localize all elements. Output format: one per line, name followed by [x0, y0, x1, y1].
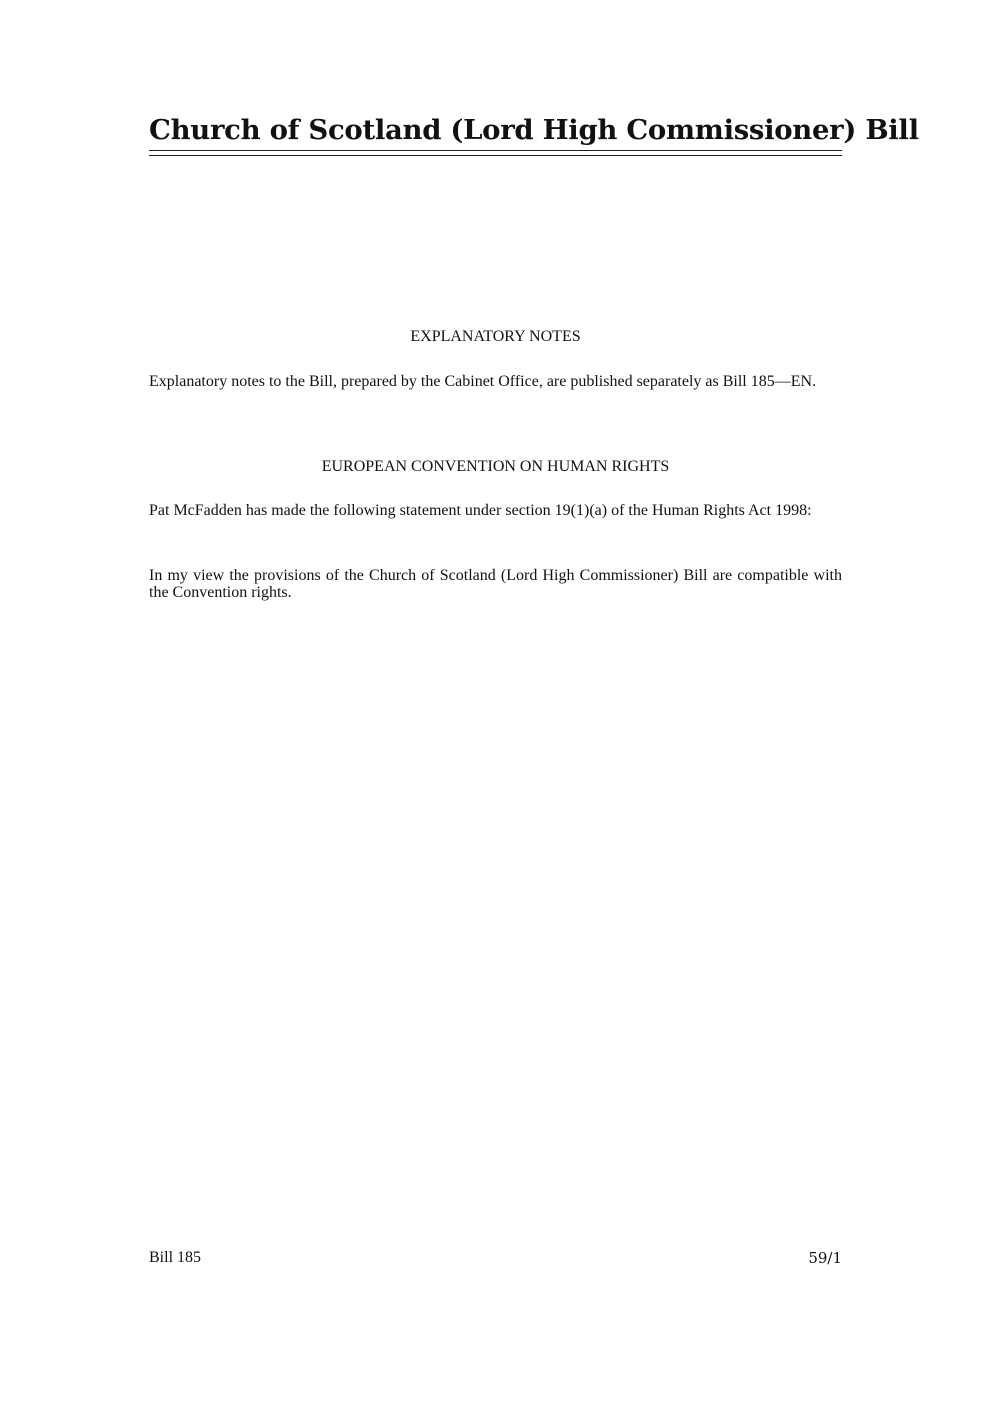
echr-heading: EUROPEAN CONVENTION ON HUMAN RIGHTS [321, 458, 670, 475]
footer-reference: 59/1 [808, 1249, 842, 1267]
footer-bill-number: Bill 185 [149, 1249, 202, 1266]
title-rule-top [149, 150, 842, 151]
explanatory-notes-text: Explanatory notes to the Bill, prepared by the Cabinet Office, are published separately as Bill 185—EN. [149, 373, 817, 390]
page-title: Church of Scotland (Lord High Commissioner) Bill [149, 114, 919, 146]
echr-statement: In my view the provisions of the Church of Scotland (Lord High Commissioner) Bill are compatible with the Convention rights. [149, 567, 842, 601]
echr-statement-intro: Pat McFadden has made the following statement under section 19(1)(a) of the Human Rights Act 1998: [149, 502, 812, 519]
title-rule-bottom [149, 155, 842, 156]
explanatory-notes-heading: EXPLANATORY NOTES [410, 328, 581, 345]
